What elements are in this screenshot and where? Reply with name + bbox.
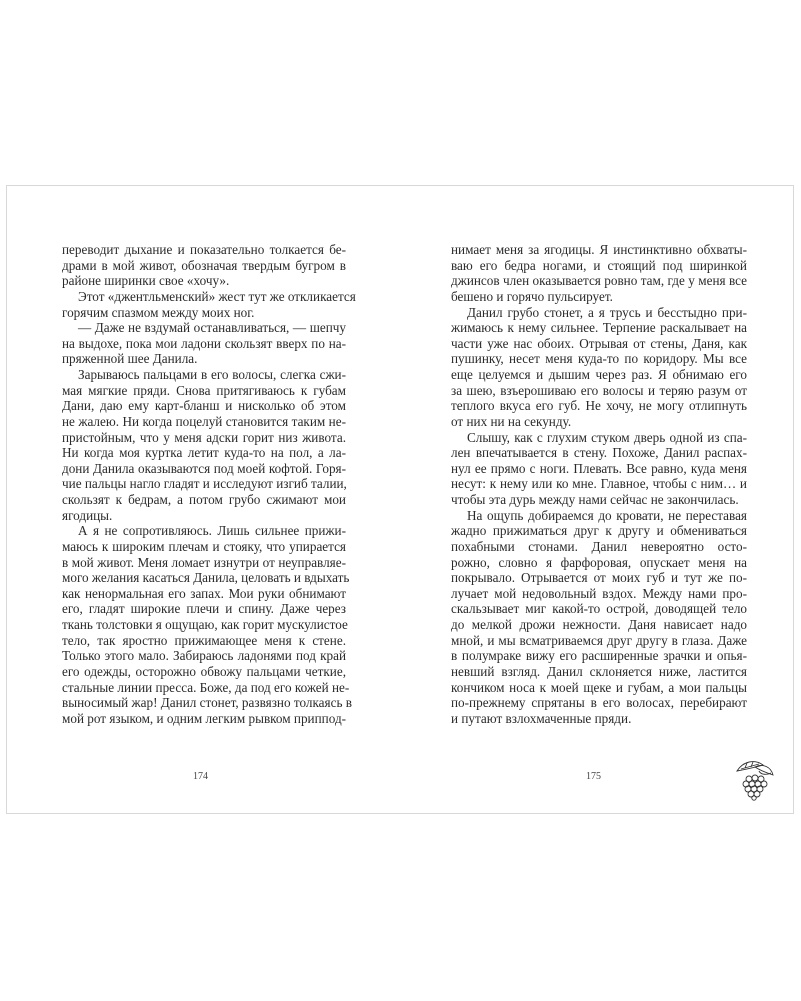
text-line: по-прежнему спрятаны в его волосах, перебирают: [451, 695, 747, 711]
text-line: стальные линии пресса. Боже, да под его кожей не-: [62, 679, 350, 695]
text-line: мой рот языком, и одним легким рывком приппод-: [62, 710, 347, 726]
text-line: А я не сопротивляюсь. Лишь сильнее прижи-: [78, 523, 346, 539]
text-line: пушинку, несет меня куда-то по коридору. Мы все: [451, 351, 747, 367]
text-line: части уже нас обоих. Отрывая от стены, Даня, как: [451, 335, 747, 351]
text-line: районе ширинки свое «хочу».: [62, 273, 230, 289]
text-line: жимаюсь к нему сильнее. Терпение раскалывает на: [451, 320, 747, 336]
page-number-right: 175: [586, 771, 601, 782]
text-line: бешено и горячо пульсирует.: [451, 288, 613, 304]
text-line: — Даже не вздумай останавливаться, — шепчу: [78, 320, 346, 336]
text-line: Только этого мало. Забираюсь ладонями под край: [62, 648, 346, 664]
text-line: как ненормальная его запах. Мои руки обнимают: [62, 585, 346, 601]
text-line: мной, и мы всматриваемся друг другу в глаза. Даже: [451, 632, 747, 648]
text-line: выносимый жар! Данил стонет, развязно толкаясь в: [62, 695, 352, 711]
text-line: ткань толстовки я ощущаю, как горит мускулистое: [62, 617, 348, 632]
text-line: Этот «джентльменский» жест тут же откликается: [78, 288, 356, 304]
text-line: ягодицы.: [62, 507, 113, 523]
text-line: горячим спазмом между моих ног.: [62, 304, 255, 320]
text-line: переводит дыхание и показательно толкается бе-: [62, 242, 346, 257]
text-line: чие пальцы нагло гладят и исследуют изгиб талии,: [62, 476, 347, 492]
text-line: На ощупь добираемся до кровати, не переставая: [467, 507, 747, 523]
page-number-left: 174: [193, 771, 208, 782]
text-line: покрывало. Отрывается от моих губ и тут же по-: [451, 570, 747, 586]
text-line: маюсь к широким плечам и стояку, что упирается: [62, 538, 346, 554]
text-line: жадно прижиматься друг к другу и обмениваться: [451, 523, 747, 539]
text-line: несут: к нему или ко мне. Главное, чтобы с ним… и: [451, 476, 747, 492]
text-line: ваю его бедра ногами, и стоящий под ширинкой: [451, 257, 747, 273]
raspberry-icon: [733, 757, 777, 801]
text-line: Зарываюсь пальцами в его волосы, слегка сжи-: [78, 367, 346, 382]
text-line: пряженной шее Данила.: [62, 351, 198, 367]
text-line: драми в мой живот, обозначая твердым бугром в: [62, 257, 346, 273]
text-line: мая мягкие пряди. Снова притягиваюсь к губам: [62, 382, 346, 398]
text-line: рожно, словно я фарфоровая, опускает меня на: [451, 554, 747, 570]
text-line: кончиком носа к моей щеке и губам, а мои пальцы: [451, 679, 747, 695]
text-line: скользят к бедрам, а потом грубо сжимают мои: [62, 492, 346, 507]
text-line: невший взгляд. Данил склоняется ниже, ластится: [451, 663, 747, 679]
text-line: теплого вкуса его губ. Не хочу, не могу отлипнуть: [451, 398, 747, 414]
text-line: до мелкой дрожи нежности. Даня нависает надо: [451, 617, 747, 632]
text-line: лен впечатывается в стену. Похоже, Данил распах-: [451, 445, 747, 461]
text-line: в полумраке вижу его расширенные зрачки и опья-: [451, 648, 747, 664]
text-line: в мой живот. Меня ломает изнутри от неуправляе-: [62, 554, 346, 570]
text-line: не жалею. Ни когда поцелуй становится таким не-: [62, 413, 346, 429]
text-line: похабными стонами. Данил невероятно осто-: [451, 538, 747, 554]
page-174-text: [62, 242, 356, 726]
text-line: лучает мой недовольный вздох. Между нами про-: [451, 585, 747, 601]
text-line: Данил грубо стонет, а я трусь и бесстыдно при-: [467, 304, 747, 320]
text-line: Ни когда моя куртка летит куда-то на пол, а ла-: [62, 445, 346, 461]
text-line: чтобы эта дурь между нами сейчас не закончилась.: [451, 492, 739, 507]
text-line: еще целуемся и дышим через раз. Я обнимаю его: [451, 367, 747, 382]
text-line: Дани, даю ему карт-бланш и нисколько об этом: [62, 398, 346, 414]
text-line: мого желания касаться Данила, целовать и вдыхать: [62, 570, 350, 586]
text-line: нимает меня за ягодицы. Я инстинктивно обхваты-: [451, 242, 747, 257]
text-line: скальзывает миг какой-то острой, доводящей тело: [451, 601, 747, 617]
text-line: тело, так яростно прижимающее меня к стене.: [62, 632, 346, 648]
text-line: его, гладят широкие плечи и спину. Даже через: [62, 601, 346, 617]
text-line: за шею, взъерошиваю его волосы и теряю разум от: [451, 382, 747, 398]
text-line: пристойным, что у меня адски горит низ живота.: [62, 429, 346, 445]
text-line: дони Данила оказываются под моей кофтой. Горя-: [62, 460, 346, 476]
text-line: его одежды, осторожно обвожу пальцами четкие,: [62, 663, 346, 679]
page-175-text: [451, 242, 747, 726]
text-line: джинсов член оказывается ровно там, где у меня все: [451, 273, 747, 289]
text-line: нул ее прямо с ноги. Плевать. Все равно, куда меня: [451, 460, 747, 476]
text-line: и путают взлохмаченные пряди.: [451, 710, 632, 726]
text-line: Слышу, как с глухим стуком дверь одной из спа-: [467, 429, 747, 445]
text-line: от них ни на секунду.: [451, 413, 572, 429]
text-line: на выдохе, пока мои ладони скользят вверх по на-: [62, 335, 346, 351]
